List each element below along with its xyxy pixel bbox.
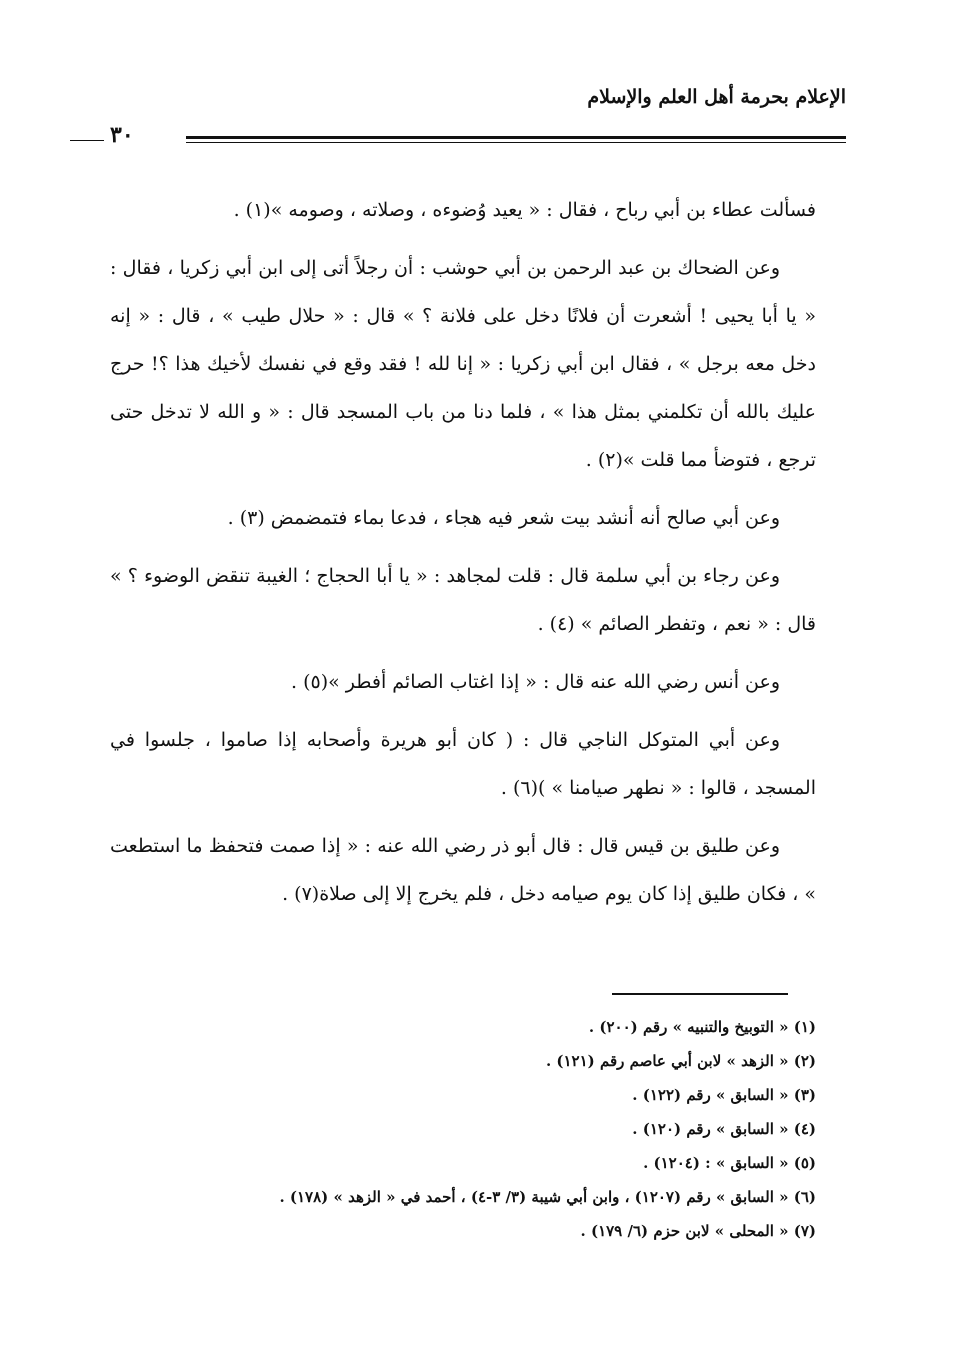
paragraph: وعن أبي صالح أنه أنشد بيت شعر فيه هجاء ، فدعا بماء فتمضمض (٣) . bbox=[227, 507, 780, 529]
page-number-rule bbox=[70, 140, 104, 141]
paragraph: وعن رجاء بن أبي سلمة قال : قلت لمجاهد : « يا أبا الحجاج ؛ الغيبة تنقض الوضوء ؟ » قال : « نعم ، وتفطر الصائم » (٤) . bbox=[110, 565, 816, 635]
header-rule-thin bbox=[186, 142, 846, 143]
body-text bbox=[110, 186, 816, 928]
footnote: (٦) « السابق » رقم (١٢٠٧) ، وابن أبي شيبة (٣/ ٣-٤) ، أحمد في « الزهد » (١٧٨) . bbox=[279, 1188, 816, 1206]
paragraph: فسألت عطاء بن أبي رباح ، فقال : « يعيد وُضوءه ، وصلاته ، وصومه »(١) . bbox=[233, 199, 816, 221]
footnote: (١) « التوبيخ والتنبيه » رقم (٢٠٠) . bbox=[588, 1018, 816, 1036]
page-number: ٣٠ bbox=[110, 122, 134, 148]
paragraph: وعن أنس رضي الله عنه قال : « إذا اغتاب الصائم أفطر »(٥) . bbox=[291, 671, 780, 693]
paragraph: وعن أبي المتوكل الناجي قال : ( كان أبو هريرة وأصحابه إذا صاموا ، جلسوا في المسجد ، قالوا : « نطهر صيامنا » )(٦) . bbox=[110, 729, 816, 799]
footnote: (٧) « المحلى » لابن حزم (٦/ ١٧٩) . bbox=[580, 1222, 816, 1240]
paragraph: وعن الضحاك بن عبد الرحمن بن أبي حوشب : أن رجلاً أتى إلى ابن أبي زكريا ، فقال : « يا أبا يحيى ! أشعرت أن فلانًا دخل على فلانة ؟ » قال : « حلال طيب » ، قال : « إنه دخل معه برجل » ، فقال ابن أبي زكريا : « إنا لله ! فقد وقع في نفسك لأخيك هذا ؟! حرج عليك بالله أن تكلمني بمثل هذا » ، فلما دنا من باب المسجد قال : « و الله لا تدخل حتى ترجع ، فتوضأ مما قلت »(٢) . bbox=[110, 257, 816, 471]
footnote: (٢) « الزهد » لابن أبي عاصم رقم (١٢١) . bbox=[545, 1052, 816, 1070]
footnote: (٤) « السابق » رقم (١٢٠) . bbox=[632, 1120, 816, 1138]
running-title: الإعلام بحرمة أهل العلم والإسلام bbox=[587, 86, 846, 108]
paragraph: وعن طليق بن قيس قال : قال أبو ذر رضي الله عنه : « إذا صمت فتحفظ ما استطعت » ، فكان طليق إذا كان يوم صيامه دخل ، فلم يخرج إلا إلى صلاة(٧) . bbox=[110, 835, 816, 905]
footnote: (٣) « السابق » رقم (١٢٢) . bbox=[632, 1086, 816, 1104]
header-rule-thick bbox=[186, 136, 846, 139]
footnotes bbox=[110, 1010, 816, 1248]
footnote: (٥) « السابق » : (١٢٠٤) . bbox=[643, 1154, 816, 1172]
footnote-divider bbox=[612, 993, 788, 995]
